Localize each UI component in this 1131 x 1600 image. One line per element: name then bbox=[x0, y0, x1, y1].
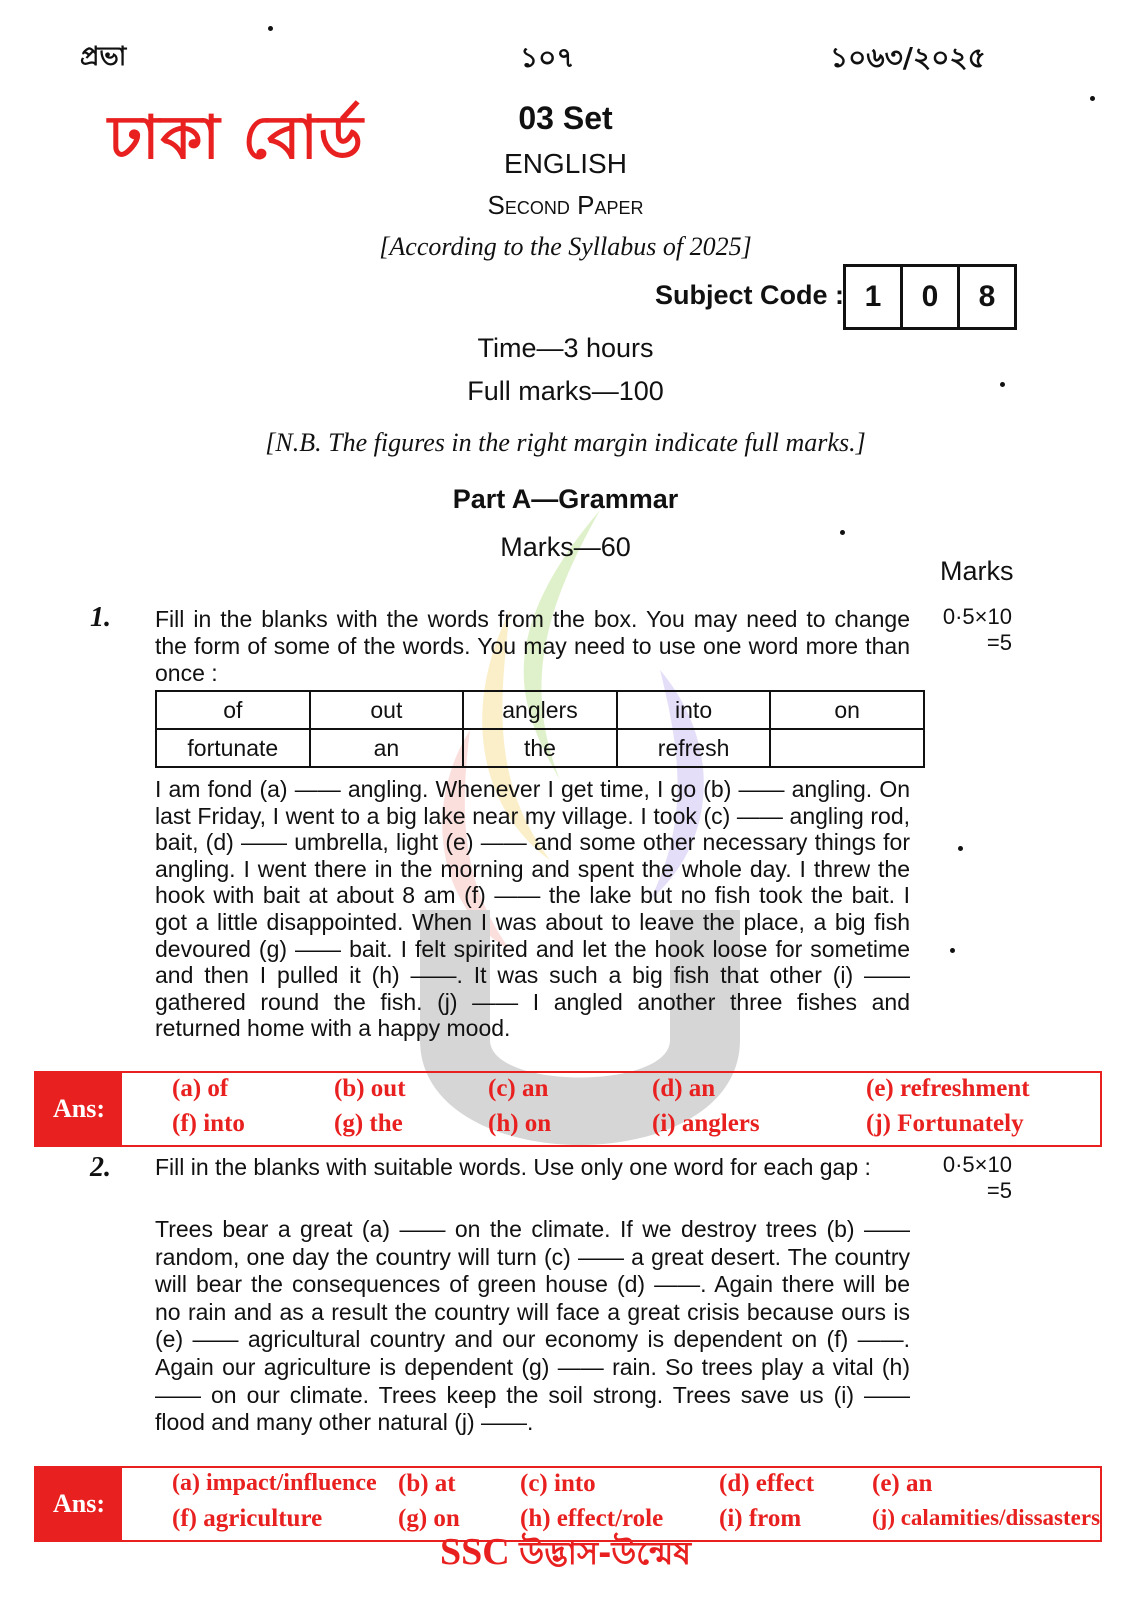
answer-item: (i) from bbox=[719, 1505, 802, 1532]
answer-item: (d) an bbox=[652, 1075, 716, 1102]
syllabus-note: [According to the Syllabus of 2025] bbox=[379, 232, 752, 261]
answer-item: (e) refreshment bbox=[866, 1075, 1030, 1102]
answer-box bbox=[34, 1071, 1102, 1147]
footer-tagline: উদ্ভাস-উন্মেষ bbox=[519, 1534, 692, 1572]
board-name: ঢাকা বোর্ড bbox=[108, 103, 364, 173]
word-cell: an bbox=[310, 729, 464, 767]
answer-item: (g) the bbox=[334, 1110, 403, 1137]
marks-line: 0·5×10 bbox=[942, 604, 1012, 629]
answer-label: Ans: bbox=[36, 1073, 122, 1145]
scan-speck bbox=[1090, 96, 1095, 101]
answer-item: (a) of bbox=[172, 1075, 229, 1102]
word-box bbox=[155, 690, 925, 768]
word-cell: anglers bbox=[463, 691, 617, 729]
code-digit: 1 bbox=[864, 280, 882, 313]
answer-item: (f) agriculture bbox=[172, 1505, 323, 1532]
question-instruction: Fill in the blanks with suitable words. Use only one word for each gap : bbox=[155, 1154, 871, 1180]
word-box-row bbox=[156, 729, 924, 767]
part-marks: Marks—60 bbox=[500, 532, 631, 562]
answer-item: (d) effect bbox=[719, 1470, 815, 1497]
passage: Trees bear a great (a) —— on the climate. If we destroy trees (b) —— random, one day the country will turn (c) —— a great desert. The country will bear the consequences of green house (d) ——. Again there will be no rain and as a result the country will face a great crisis because ours is (e) —— agricultural country and our economy is dependent on (f) ——. Again our agriculture is dependent (g) —— rain. So trees play a vital (h) —— on our climate. Trees keep the soil strong. Trees save us (i) —— flood and many other natural (j) ——. bbox=[155, 1216, 910, 1436]
word-cell: fortunate bbox=[156, 729, 310, 767]
marks-line: =5 bbox=[986, 1178, 1012, 1203]
answer-item: (j) calamities/dissasters bbox=[872, 1505, 1101, 1530]
word-cell: on bbox=[770, 691, 924, 729]
answer-grid bbox=[122, 1073, 1100, 1145]
scan-speck bbox=[950, 948, 955, 953]
header-page-number: ১০৭ bbox=[520, 41, 575, 74]
full-marks-line: Full marks—100 bbox=[467, 376, 664, 406]
subject-title: ENGLISH bbox=[504, 148, 627, 179]
word-cell: refresh bbox=[617, 729, 771, 767]
word-cell: the bbox=[463, 729, 617, 767]
scan-speck bbox=[268, 26, 273, 31]
question-marks bbox=[920, 1152, 1012, 1204]
scan-speck bbox=[958, 846, 963, 851]
answer-item: (h) effect/role bbox=[520, 1505, 664, 1532]
marks-column-head: Marks bbox=[940, 556, 1014, 586]
header-left: প্রভা bbox=[80, 42, 127, 72]
marks-line: 0·5×10 bbox=[942, 1152, 1012, 1177]
question-number: 2. bbox=[90, 1152, 111, 1183]
question-instruction: Fill in the blanks with the words from the box. You may need to change the form of some of the words. You may need to use one word more than once : bbox=[155, 606, 910, 686]
scan-speck bbox=[1000, 382, 1005, 387]
time-line: Time—3 hours bbox=[477, 333, 654, 363]
paper-title: Second Paper bbox=[487, 190, 644, 220]
word-cell: out bbox=[310, 691, 464, 729]
word-box-row bbox=[156, 691, 924, 729]
word-cell: of bbox=[156, 691, 310, 729]
answer-item: (a) impact/influence bbox=[172, 1470, 377, 1496]
set-title: 03 Set bbox=[518, 100, 613, 136]
marks-line: =5 bbox=[986, 630, 1012, 655]
code-digit: 0 bbox=[900, 267, 957, 327]
answer-item: (c) an bbox=[488, 1075, 549, 1102]
part-title: Part A—Grammar bbox=[452, 484, 679, 514]
subject-code-label: Subject Code : bbox=[655, 280, 845, 310]
word-cell: into bbox=[617, 691, 771, 729]
scan-speck bbox=[840, 530, 845, 535]
nb-note: [N.B. The figures in the right margin indicate full marks.] bbox=[265, 428, 866, 457]
footer-ssc: SSC bbox=[439, 1531, 510, 1573]
question-marks bbox=[920, 604, 1012, 656]
code-digit: 8 bbox=[957, 267, 1014, 327]
answer-item: (b) at bbox=[398, 1470, 456, 1497]
answer-item: (g) on bbox=[398, 1505, 460, 1532]
question-number: 1. bbox=[90, 602, 111, 633]
word-cell bbox=[770, 729, 924, 767]
answer-item: (i) anglers bbox=[652, 1110, 760, 1137]
answer-item: (b) out bbox=[334, 1075, 406, 1102]
answer-item: (e) an bbox=[872, 1470, 933, 1497]
answer-item: (h) on bbox=[488, 1110, 552, 1137]
subject-code-box bbox=[843, 264, 1017, 330]
answer-label: Ans: bbox=[36, 1468, 122, 1540]
answer-item: (c) into bbox=[520, 1470, 596, 1497]
answer-item: (f) into bbox=[172, 1110, 245, 1137]
header-code: ১০৬৩/২০২৫ bbox=[830, 41, 986, 74]
footer-brand bbox=[0, 1528, 1131, 1582]
answer-item: (j) Fortunately bbox=[866, 1110, 1024, 1137]
passage: I am fond (a) —— angling. Whenever I get time, I go (b) —— angling. On last Friday, I went to a big lake near my village. I took (c) —— angling rod, bait, (d) —— umbrella, light (e) —— and some other necessary things for angling. I went there in the morning and spent the whole day. I threw the hook with bait at about 8 am (f) —— the lake but no fish took the bait. I got a little disappointed. When I was about to leave the place, a big fish devoured (g) —— bait. I felt spirited and let the hook loose for sometime and then I pulled it (h) ——. It was such a big fish that other (i) —— gathered round the fish. (j) —— I angled another three fishes and returned home with a happy mood. bbox=[155, 776, 910, 1042]
